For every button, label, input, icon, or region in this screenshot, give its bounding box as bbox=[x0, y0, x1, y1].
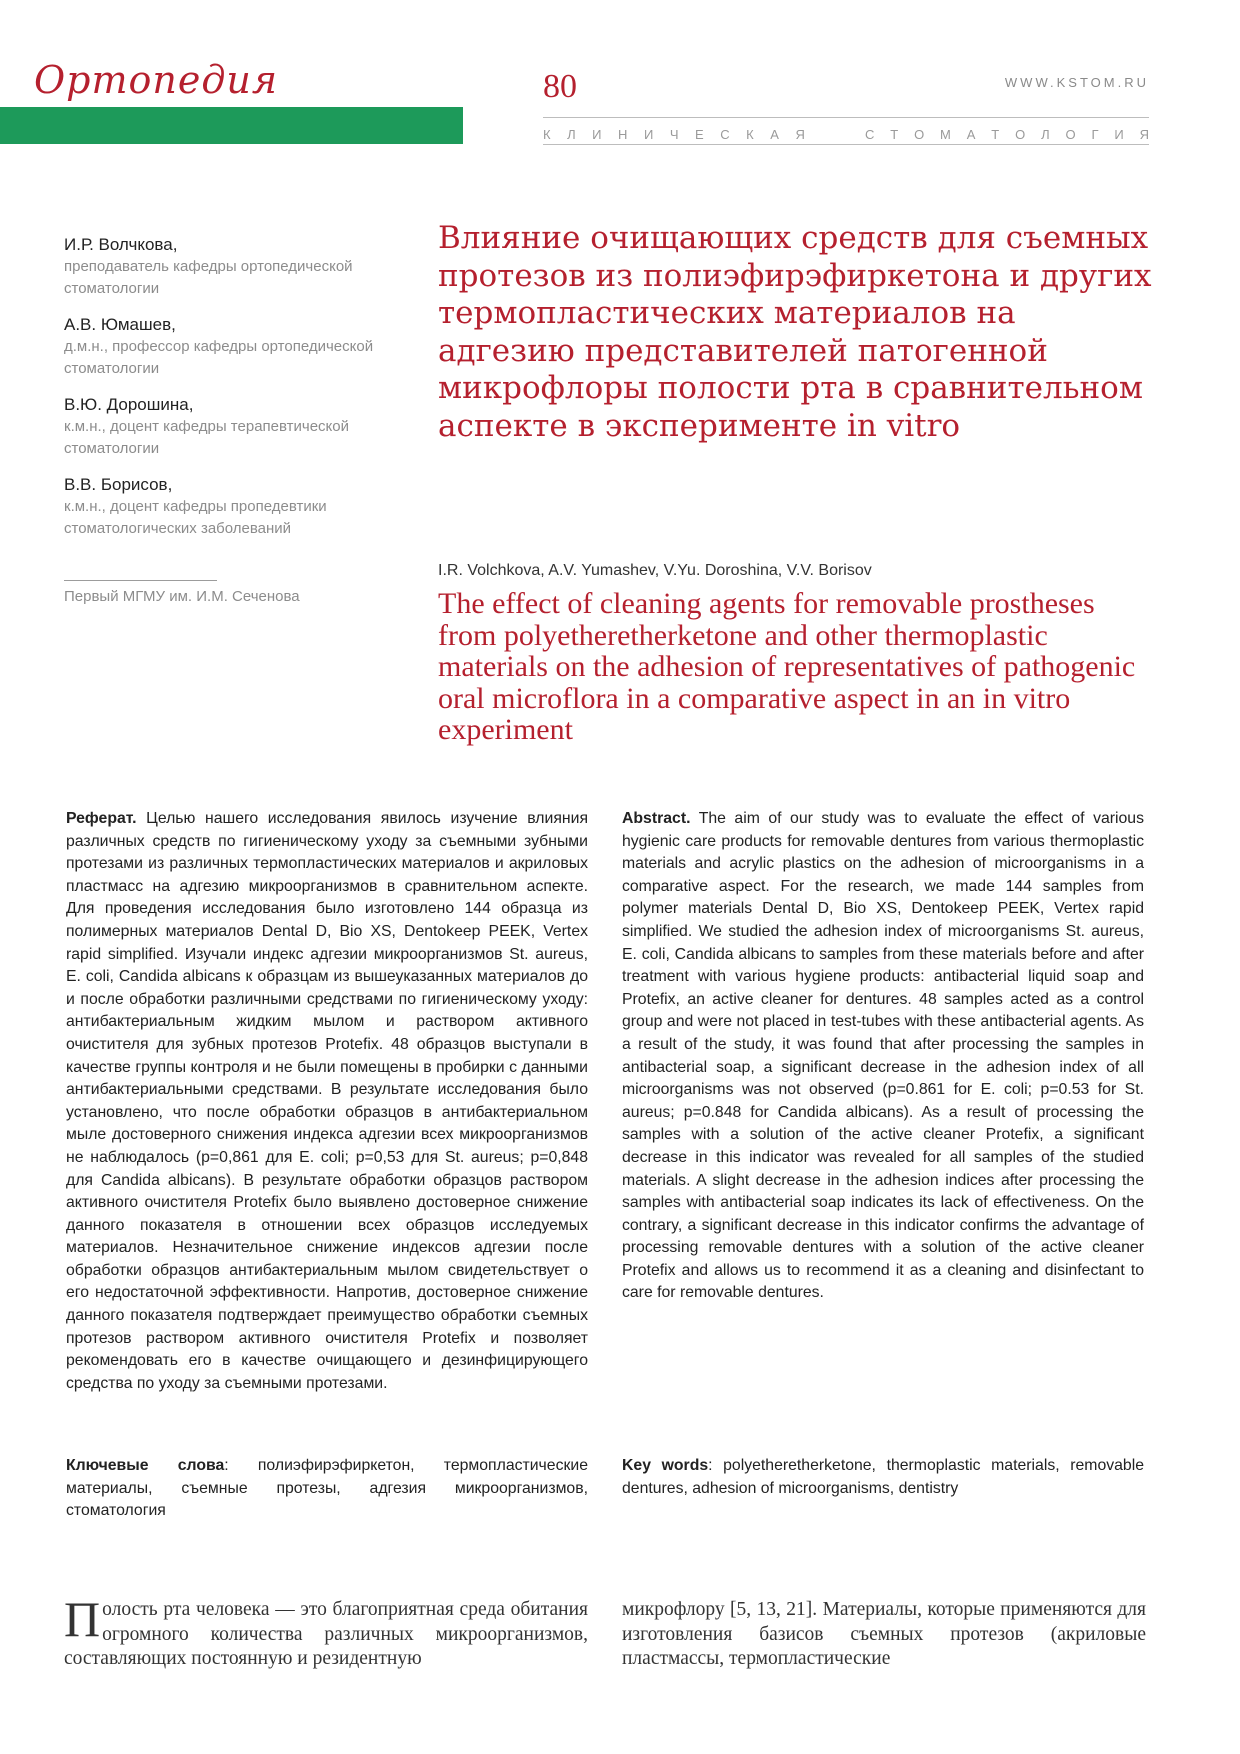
body-text-left-content: олость рта человека — это благоприятная среда обитания огромного количества различных микроорганизмов, составляющих постоянную и резидентную bbox=[64, 1599, 588, 1669]
journal-letter: С bbox=[865, 127, 875, 142]
abstract-ru-text: Целью нашего исследования явилось изучение влияния различных средств по гигиеническому уходу за съемными зубными протезами из различных термопластических материалов и акриловых пластмасс на адгезию микроорганизмов в сравнительном аспекте. Для проведения исследования было изготовлено 144 образца из полимерных материалов Dental D, Bio XS, Dentokeep PEEK, Vertex rapid simplified. Изучали индекс адгезии микроорганизмов St. aureus, E. coli, Candida albicans к образцам из вышеуказанных материалов до и после обработки различными средствами по гигиеническому уходу: антибактериальным жидким мылом и раствором активного очистителя для зубных протезов Protefix. 48 образцов выступали в качестве группы контроля и не были помещены в пробирки с данными антибактериальными средствами. В результате исследования было установлено, что после обработки образцов в антибактериальном мыле достоверного снижения индекса адгезии всех микроорганизмов не наблюдалось (p=0,861 для E. coli; p=0,53 для St. aureus; p=0,848 для Candida albicans). В результате обработки образцов раствором активного очистителя Protefix было выявлено достоверное снижение данного показателя в отношении всех образцов исследуемых материалов. Незначительное снижение индексов адгезии после обработки образцов антибактериальным мылом свидетельствует о его недостаточной эффективности. Напротив, достоверное снижение данного показателя подтверждает преимущество обработки съемных протезов раствором активного очистителя Protefix и позволяет рекомендовать его в качестве очищающего и дезинфицирующего средства по уходу за съемными протезами. bbox=[66, 810, 589, 1392]
author-position: к.м.н., доцент кафедры терапевтической стоматологии bbox=[64, 418, 349, 457]
author-name: В.В. Борисов, bbox=[64, 475, 173, 494]
journal-letter: М bbox=[940, 127, 951, 142]
keywords-en-label: Key words bbox=[622, 1457, 709, 1474]
drop-cap: П bbox=[64, 1591, 101, 1647]
body-text-left bbox=[64, 1591, 588, 1672]
author-position: д.м.н., профессор кафедры ортопедической стоматологии bbox=[64, 338, 374, 377]
journal-letter: И bbox=[1114, 127, 1124, 142]
keywords-en-text: : polyetheretherketone, thermoplastic materials, removable dentures, adhesion of microorganisms, dentistry bbox=[622, 1457, 1144, 1497]
header-rule-top bbox=[543, 117, 1149, 118]
author-name: В.Ю. Дорошина, bbox=[64, 395, 194, 414]
author-item bbox=[64, 314, 414, 380]
article-title-ru: Влияние очищающих средств для съемных протезов из полиэфирэфиркетона и других термопластических материалов на адгезию представителей патогенной микрофлоры полости рта в сравнительном аспекте в эксперименте in vitro bbox=[438, 220, 1152, 444]
keywords-en bbox=[622, 1455, 1144, 1500]
journal-letter: Т bbox=[991, 127, 1000, 142]
abstract-ru-label: Реферат. bbox=[66, 810, 137, 827]
journal-letter: А bbox=[966, 127, 976, 142]
author-name: А.В. Юмашев, bbox=[64, 315, 176, 334]
article-title-en: The effect of cleaning agents for removable prostheses from polyetheretherketone and other thermoplastic materials on the adhesion of representatives of pathogenic oral microflora in a comparative aspect in an in vitro experiment bbox=[438, 587, 1136, 746]
author-list bbox=[64, 234, 414, 554]
author-item bbox=[64, 474, 414, 540]
journal-letter: Т bbox=[890, 127, 899, 142]
journal-letter: К bbox=[746, 127, 754, 142]
journal-letter: Н bbox=[618, 127, 628, 142]
affiliation: Первый МГМУ им. И.М. Сеченова bbox=[64, 588, 300, 605]
site-url[interactable]: WWW.KSTOM.RU bbox=[1004, 75, 1149, 90]
section-title: Ортопедия bbox=[34, 58, 279, 102]
journal-letter: Г bbox=[1091, 127, 1099, 142]
author-position: преподаватель кафедры ортопедической стоматологии bbox=[64, 258, 353, 297]
journal-word-1 bbox=[543, 127, 805, 142]
affiliation-divider bbox=[64, 580, 217, 581]
journal-letter: Л bbox=[567, 127, 576, 142]
journal-word-2 bbox=[865, 127, 1149, 142]
journal-letter: К bbox=[543, 127, 551, 142]
journal-letter: Ч bbox=[669, 127, 679, 142]
journal-letter: С bbox=[720, 127, 730, 142]
journal-letter: Е bbox=[695, 127, 704, 142]
journal-letter: И bbox=[592, 127, 602, 142]
author-name: И.Р. Волчкова, bbox=[64, 235, 178, 254]
abstract-en-text: The aim of our study was to evaluate the effect of various hygienic care products for removable dentures from various thermoplastic materials and acrylic plastics on the adhesion of microorganisms in a comparative aspect. For the research, we made 144 samples from polymer materials Dental D, Bio XS, Dentokeep PEEK, Vertex rapid simplified. We studied the adhesion index of microorganisms St. aureus, E. coli, Candida albicans to samples from these materials before and after treatment with various hygiene products: antibacterial liquid soap and Protefix, an active cleaner for dentures. 48 samples acted as a control group and were not placed in test-tubes with these antibacterial agents. As a result of the study, it was found that after processing the samples in antibacterial soap, a significant decrease in the adhesion index of all microorganisms was not observed (p=0.861 for E. coli; p=0.53 for St. aureus; p=0.848 for Candida albicans). As a result of processing the samples with a solution of the active cleaner Protefix, a significant decrease in this indicator was revealed for all samples of the studied materials. A slight decrease in the adhesion indices after processing the samples with antibacterial soap indicates its lack of effectiveness. On the contrary, a significant decrease in this indicator confirms the advantage of processing removable dentures with a solution of the active cleaner Protefix and allows us to recommend it as a cleaning and disinfectant to care for removable dentures. bbox=[622, 810, 1144, 1302]
journal-letter: А bbox=[770, 127, 779, 142]
author-item bbox=[64, 394, 414, 460]
abstract-ru bbox=[66, 808, 588, 1395]
author-position: к.м.н., доцент кафедры пропедевтики стоматологических заболеваний bbox=[64, 498, 327, 537]
journal-letter: И bbox=[643, 127, 654, 142]
abstract-en bbox=[622, 808, 1144, 1305]
journal-letter: Л bbox=[1041, 127, 1050, 142]
page-number: 80 bbox=[543, 68, 577, 105]
section-color-bar bbox=[0, 107, 463, 144]
author-item bbox=[64, 234, 414, 300]
body-text-right: микрофлору [5, 13, 21]. Материалы, которые применяются для изготовления базисов съемных протезов (акриловые пластмассы, термопластические bbox=[622, 1599, 1146, 1669]
abstract-en-label: Abstract. bbox=[622, 810, 691, 827]
keywords-ru-label: Ключевые слова bbox=[66, 1457, 225, 1474]
journal-letter: Я bbox=[795, 127, 805, 142]
header-rule-bottom bbox=[543, 144, 1149, 145]
authors-en: I.R. Volchkova, A.V. Yumashev, V.Yu. Doroshina, V.V. Borisov bbox=[438, 562, 872, 579]
journal-name bbox=[543, 127, 1149, 142]
keywords-ru-text: : полиэфирэфиркетон, термопластические материалы, съемные протезы, адгезия микроорганизмов, стоматология bbox=[66, 1457, 588, 1520]
journal-letter: Я bbox=[1139, 127, 1149, 142]
keywords-ru bbox=[66, 1455, 588, 1523]
journal-letter: О bbox=[1015, 127, 1026, 142]
journal-letter: О bbox=[914, 127, 925, 142]
journal-letter: О bbox=[1065, 127, 1076, 142]
